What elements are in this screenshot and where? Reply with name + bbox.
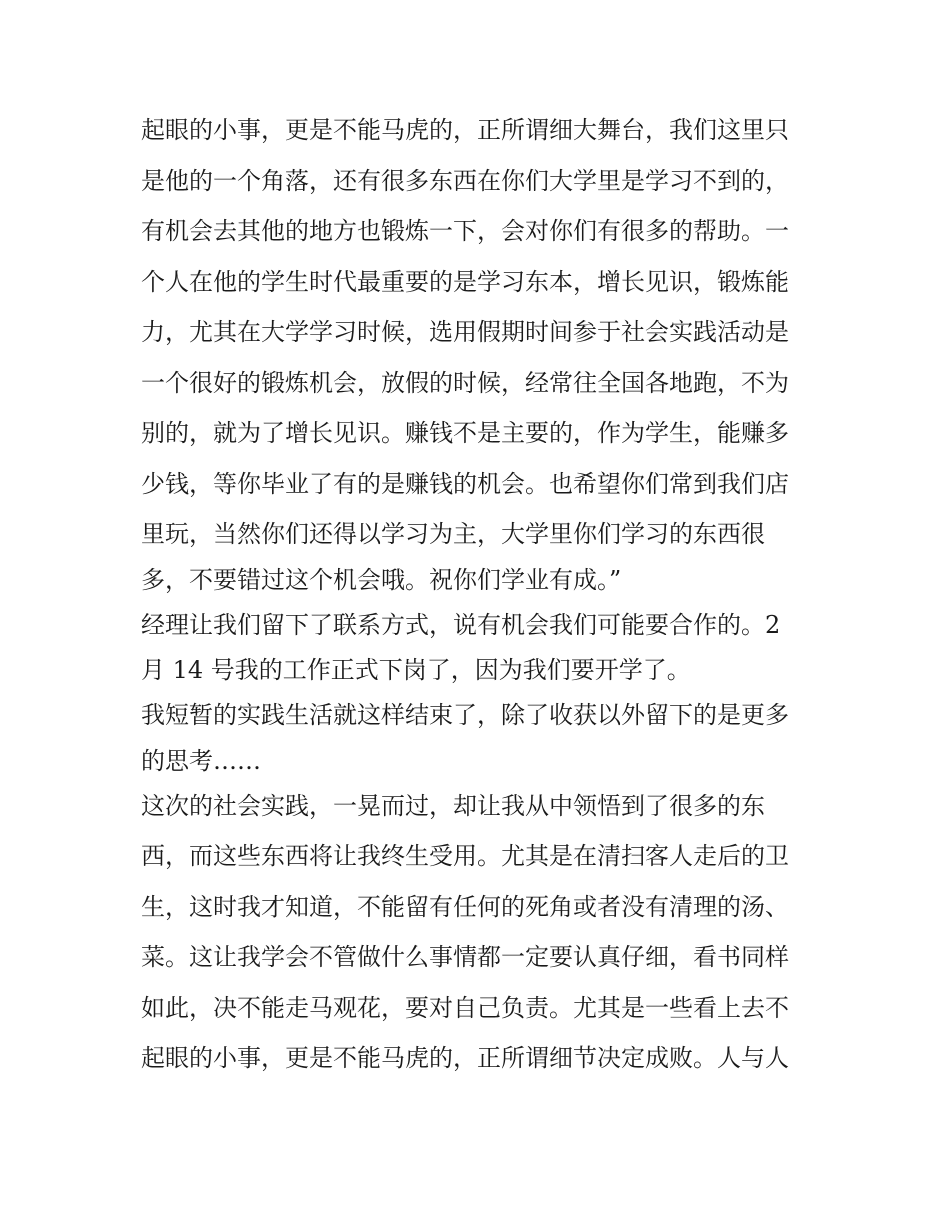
text-line: 起眼的小事，更是不能马虎的，正所谓细节决定成败。人与人 <box>141 1044 789 1072</box>
text-line: 个人在他的学生时代最重要的是学习东本，增长见识，锻炼能 <box>141 267 789 296</box>
text-line: 这次的社会实践，一晃而过，却让我从中领悟到了很多的东 <box>141 791 765 820</box>
text-line: 里玩，当然你们还得以学习为主，大学里你们学习的东西很 <box>141 520 765 548</box>
text-line: 生，这时我才知道，不能留有任何的死角或者没有清理的汤、 <box>141 892 789 921</box>
text-line: 西，而这些东西将让我终生受用。尤其是在清扫客人走后的卫 <box>141 842 789 870</box>
text-line: 我短暂的实践生活就这样结束了，除了收获以外留下的是更多 <box>141 701 789 729</box>
text-line: 起眼的小事，更是不能马虎的，正所谓细大舞台，我们这里只 <box>141 116 789 144</box>
text-line: 是他的一个角落，还有很多东西在你们大学里是学习不到的， <box>141 166 789 195</box>
text-line: 多，不要错过这个机会哦。祝你们学业有成。” <box>141 565 622 594</box>
text-line: 经理让我们留下了联系方式，说有机会我们可能要合作的。2 <box>141 610 781 639</box>
text-line: 的思考…… <box>141 746 261 775</box>
text-line: 少钱，等你毕业了有的是赚钱的机会。也希望你们常到我们店 <box>141 469 789 498</box>
document-body <box>141 105 821 1084</box>
text-line: 菜。这让我学会不管做什么事情都一定要认真仔细，看书同样 <box>141 943 789 971</box>
text-line: 别的，就为了增长见识。赚钱不是主要的，作为学生，能赚多 <box>141 419 789 447</box>
text-line: 一个很好的锻炼机会，放假的时候，经常往全国各地跑，不为 <box>141 368 789 397</box>
text-line: 有机会去其他的地方也锻炼一下，会对你们有很多的帮助。一 <box>141 217 789 245</box>
text-line: 如此，决不能走马观花，要对自己负责。尤其是一些看上去不 <box>141 993 789 1022</box>
text-line: 力，尤其在大学学习时候，选用假期时间参于社会实践活动是 <box>141 318 789 346</box>
text-line: 月 14 号我的工作正式下岗了，因为我们要开学了。 <box>141 656 691 684</box>
